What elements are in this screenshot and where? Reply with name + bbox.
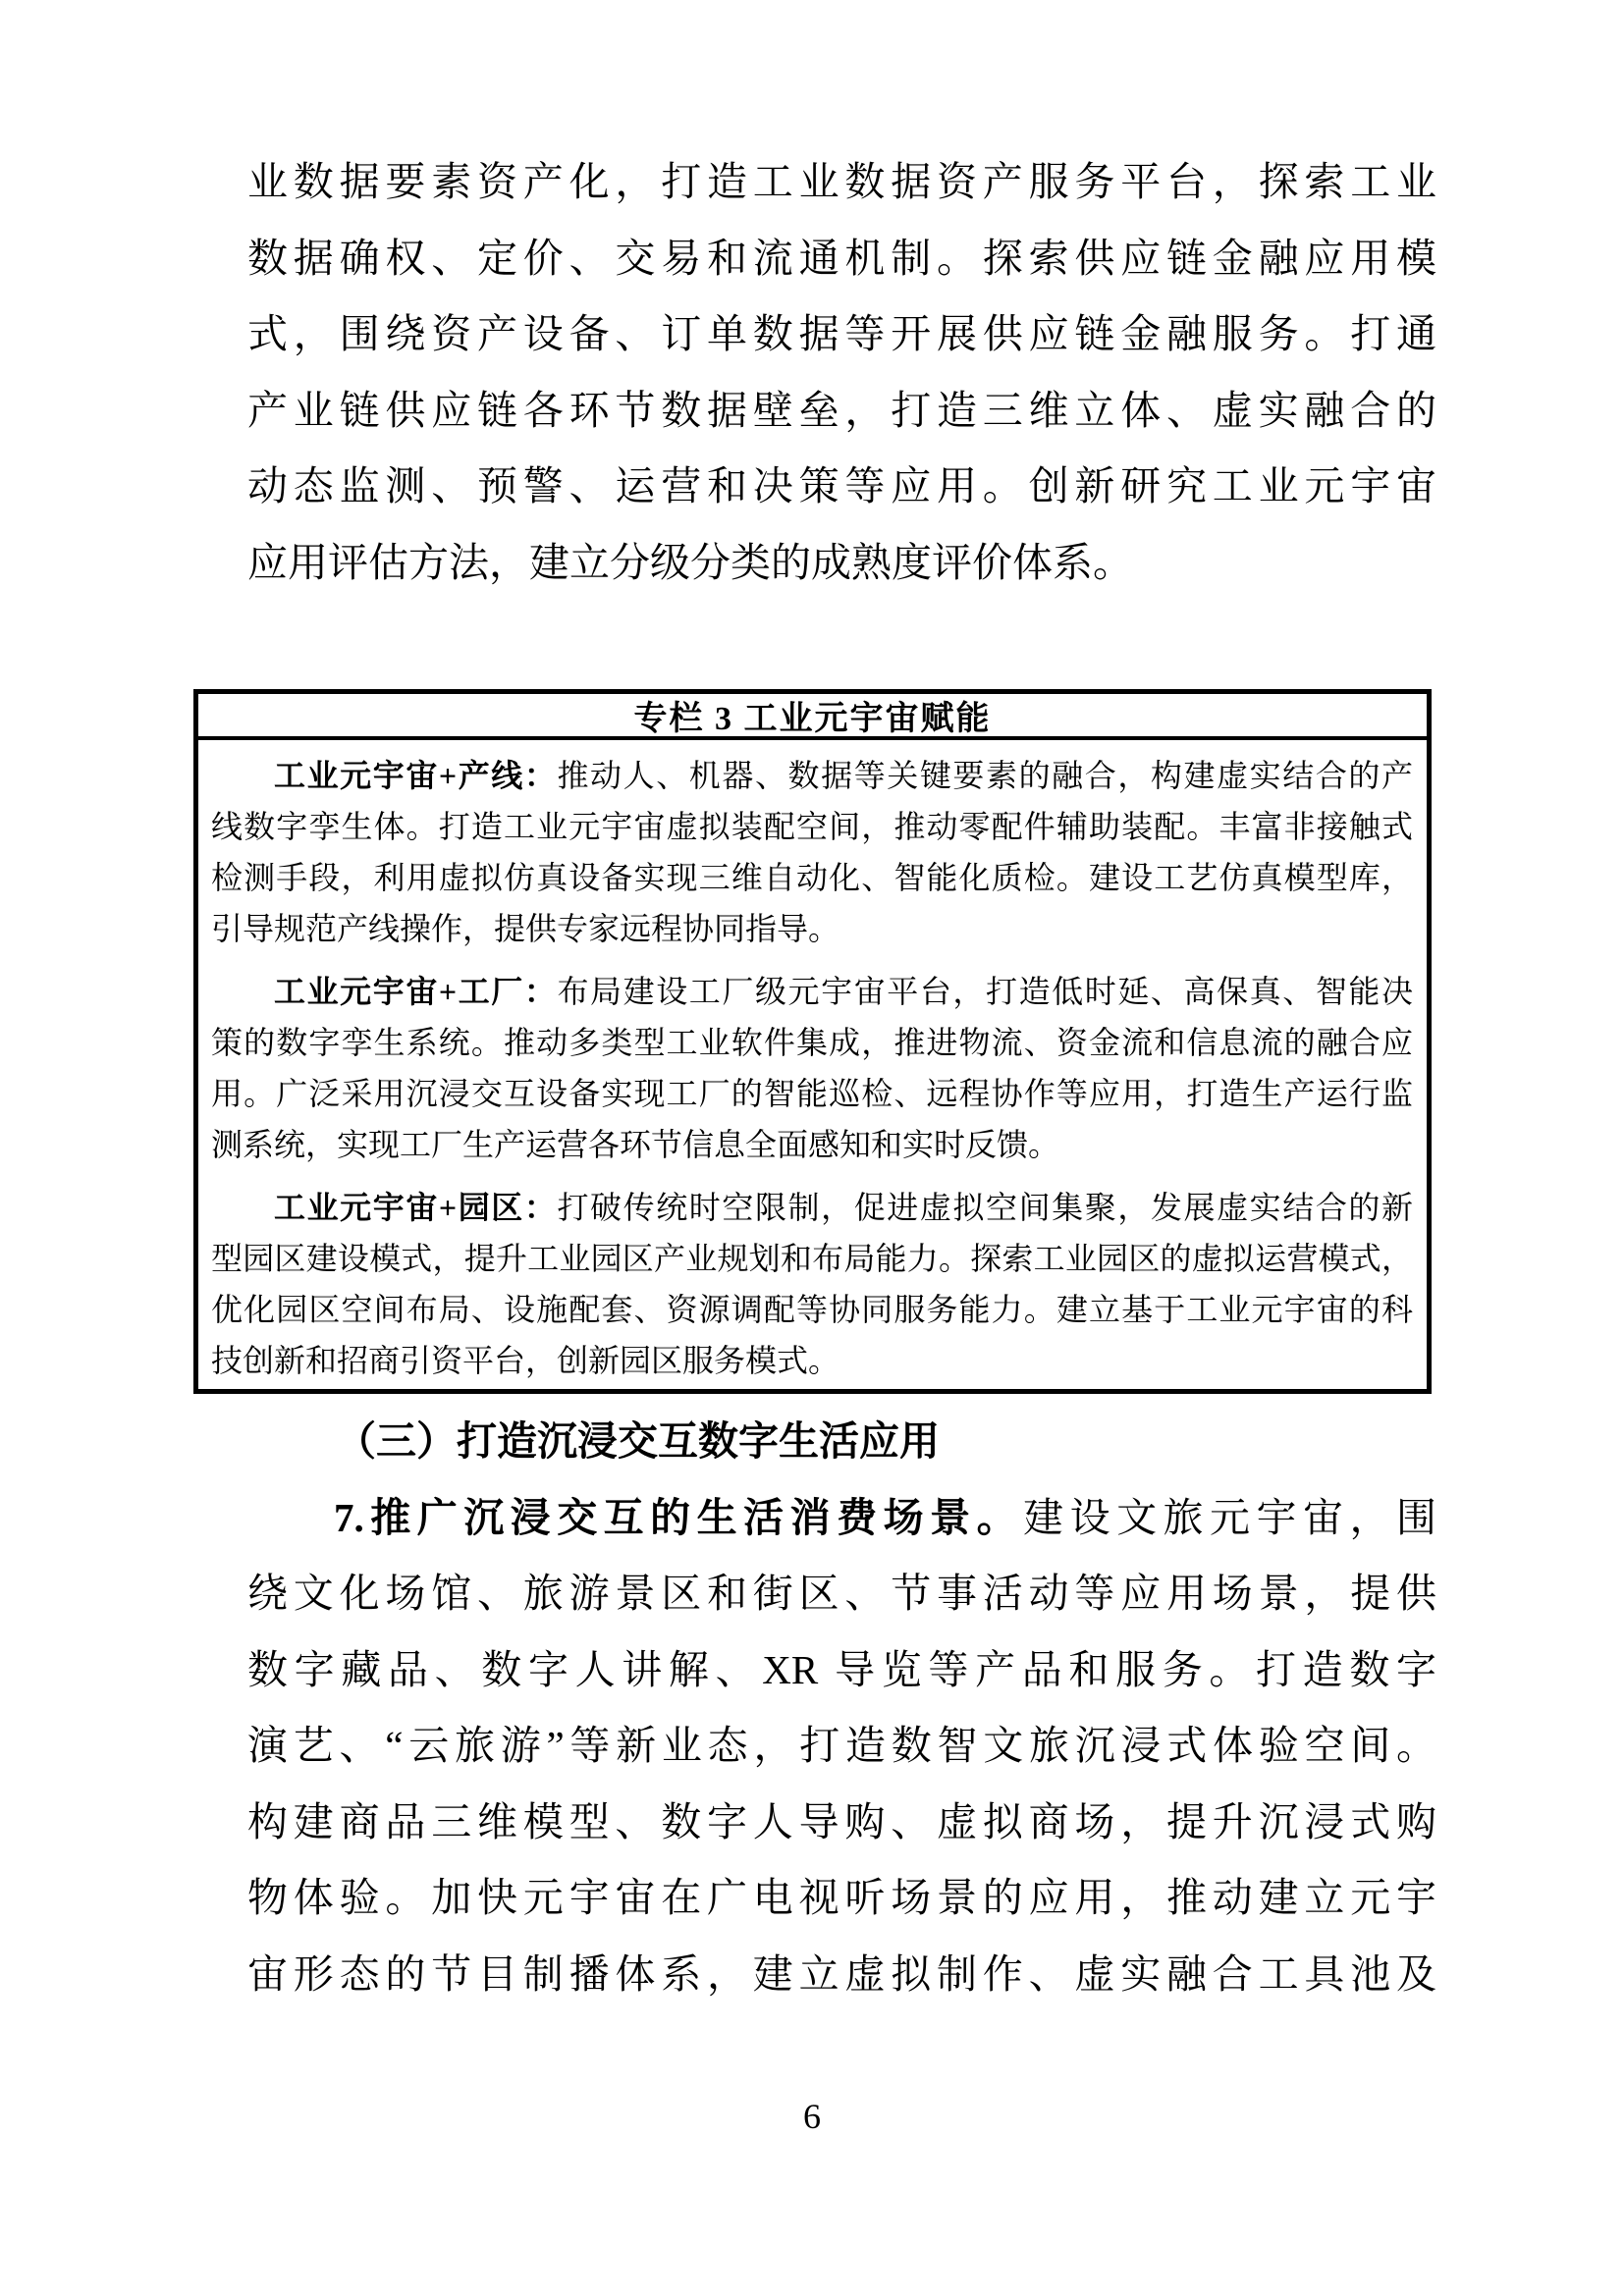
panel-line: 引导规范产线操作，提供专家远程协同指导。 [211,911,840,946]
section-heading: （三）打造沉浸交互数字生活应用 [336,1418,940,1464]
panel-line: 测系统，实现工厂生产运营各环节信息全面感知和实时反馈。 [211,1127,1060,1162]
body-line: 演艺、“云旅游”等新业态，打造数智文旅沉浸式体验空间。 [247,1723,1436,1768]
body-line: 式，围绕资产设备、订单数据等开展供应链金融服务。打通 [247,311,1436,356]
panel-line-text: 推动人、机器、数据等关键要素的融合，构建虚实结合的产 [557,758,1413,793]
panel-body [198,740,1427,1394]
body-line: 应用评估方法，建立分级分类的成熟度评价体系。 [247,539,1133,585]
panel-line: 策的数字孪生系统。推动多类型工业软件集成，推进物流、资金流和信息流的融合应 [211,1025,1413,1060]
column-panel [193,689,1432,1394]
item-number-lead: 7.推广沉浸交互的生活消费场景。 [334,1494,1024,1540]
panel-line-text: 打破传统时空限制，促进虚拟空间集聚，发展虚实结合的新 [557,1190,1413,1225]
panel-lead-label: 工业元宇宙+产线： [274,758,558,793]
panel-line: 检测手段，利用虚拟仿真设备实现三维自动化、智能化质检。建设工艺仿真模型库， [211,860,1413,895]
body-line-text: 建设文旅元宇宙，围 [1023,1494,1437,1540]
page-number: 6 [803,2097,821,2136]
panel-line [211,1182,1413,1233]
intro-paragraph [247,144,1436,601]
panel-line: 技创新和招商引资平台，创新园区服务模式。 [211,1343,840,1378]
body-line: 产业链供应链各环节数据壁垒，打造三维立体、虚实融合的 [247,387,1436,433]
body-line: 业数据要素资产化，打造工业数据资产服务平台，探索工业 [247,159,1436,204]
body-line: 动态监测、预警、运营和决策等应用。创新研究工业元宇宙 [247,463,1436,508]
panel-line [211,750,1413,801]
panel-line-text: 布局建设工厂级元宇宙平台，打造低时延、高保真、智能决 [557,974,1413,1009]
body-line: 数据确权、定价、交易和流通机制。探索供应链金融应用模 [247,235,1436,281]
panel-lead-label: 工业元宇宙+工厂： [274,974,558,1009]
panel-paragraph-production-line [211,750,1413,954]
body-line: 数字藏品、数字人讲解、XR 导览等产品和服务。打造数字 [247,1646,1436,1692]
body-line [247,1480,1436,1557]
body-line: 宙形态的节目制播体系，建立虚拟制作、虚实融合工具池及 [247,1950,1436,1997]
body-line: 绕文化场馆、旅游景区和街区、节事活动等应用场景，提供 [247,1571,1436,1616]
body-line: 构建商品三维模型、数字人导购、虚拟商场，提升沉浸式购 [247,1798,1436,1844]
panel-line: 优化园区空间布局、设施配套、资源调配等协同服务能力。建立基于工业元宇宙的科 [211,1292,1413,1327]
panel-line: 线数字孪生体。打造工业元宇宙虚拟装配空间，推动零配件辅助装配。丰富非接触式 [211,809,1413,844]
panel-line: 型园区建设模式，提升工业园区产业规划和布局能力。探索工业园区的虚拟运营模式， [211,1241,1413,1276]
panel-line [211,966,1413,1017]
panel-line: 用。广泛采用沉浸交互设备实现工厂的智能巡检、远程协作等应用，打造生产运行监 [211,1076,1413,1111]
panel-paragraph-park [211,1182,1413,1386]
panel-title: 专栏 3 工业元宇宙赋能 [198,694,1427,740]
body-line: 物体验。加快元宇宙在广电视听场景的应用，推动建立元宇 [247,1875,1436,1920]
section-block [247,1404,1436,2012]
panel-lead-label: 工业元宇宙+园区： [274,1190,558,1225]
panel-paragraph-factory [211,966,1413,1170]
